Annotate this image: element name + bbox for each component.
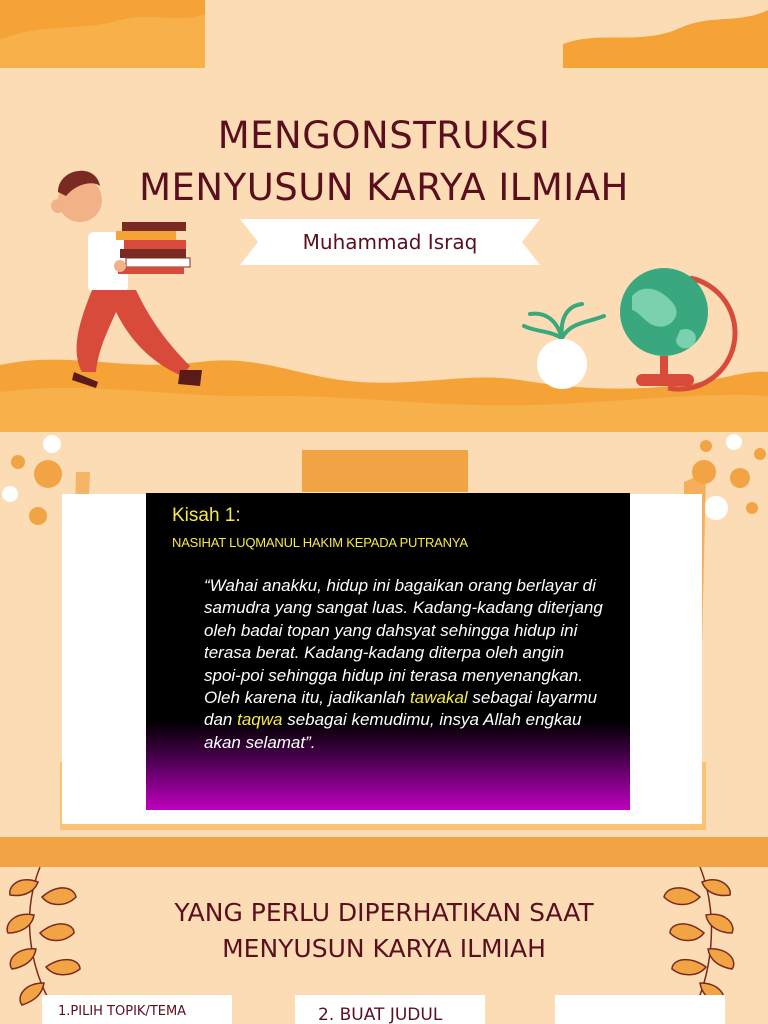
story-subheading: NASIHAT LUQMANUL HAKIM KEPADA PUTRANYA [172, 535, 468, 550]
title-slide-decorations [0, 0, 768, 432]
slide-title [0, 110, 768, 214]
tips-title [0, 895, 768, 967]
story-quote [204, 575, 604, 754]
title-line-1: MENGONSTRUKSI [217, 114, 551, 157]
globe-illustration [620, 268, 735, 389]
title-slide [0, 0, 768, 432]
quote-text-3: sebagai kemudimu, insya Allah engkau akan selamat”. [204, 710, 582, 752]
tape-tag [302, 450, 468, 492]
tips-slide [0, 837, 768, 1024]
quote-highlight-tawakal: tawakal [410, 688, 468, 708]
story-heading: Kisah 1: [172, 505, 241, 526]
tips-title-line-1: YANG PERLU DIPERHATIKAN SAAT [174, 898, 594, 927]
tip-item-2: 2. BUAT JUDUL [318, 1005, 443, 1024]
quote-text-2: sebagai layarmu dan [204, 688, 598, 730]
title-line-2: MENYUSUN KARYA ILMIAH [139, 166, 629, 209]
plant-illustration [524, 304, 604, 389]
quote-highlight-taqwa: taqwa [237, 710, 283, 730]
story-box [146, 493, 630, 810]
tip-chip-3 [555, 995, 725, 1024]
quote-text-1: “Wahai anakku, hidup ini bagaikan orang berlayar di samudra yang sangat luas. Kadang-kadang diterjang oleh badai topan yang dahsyat sehingga hidup ini terasa berat. Kadang-kadang diterpa oleh angin spoi-poi sehingga hidup ini terasa menyenangkan. Oleh karena itu, jadikanlah [204, 576, 603, 708]
author-name: Muhammad Israq [302, 230, 478, 254]
tips-title-line-2: MENYUSUN KARYA ILMIAH [222, 934, 546, 963]
tip-item-1: 1.PILIH TOPIK/TEMA [58, 1004, 187, 1019]
story-slide [0, 432, 768, 837]
